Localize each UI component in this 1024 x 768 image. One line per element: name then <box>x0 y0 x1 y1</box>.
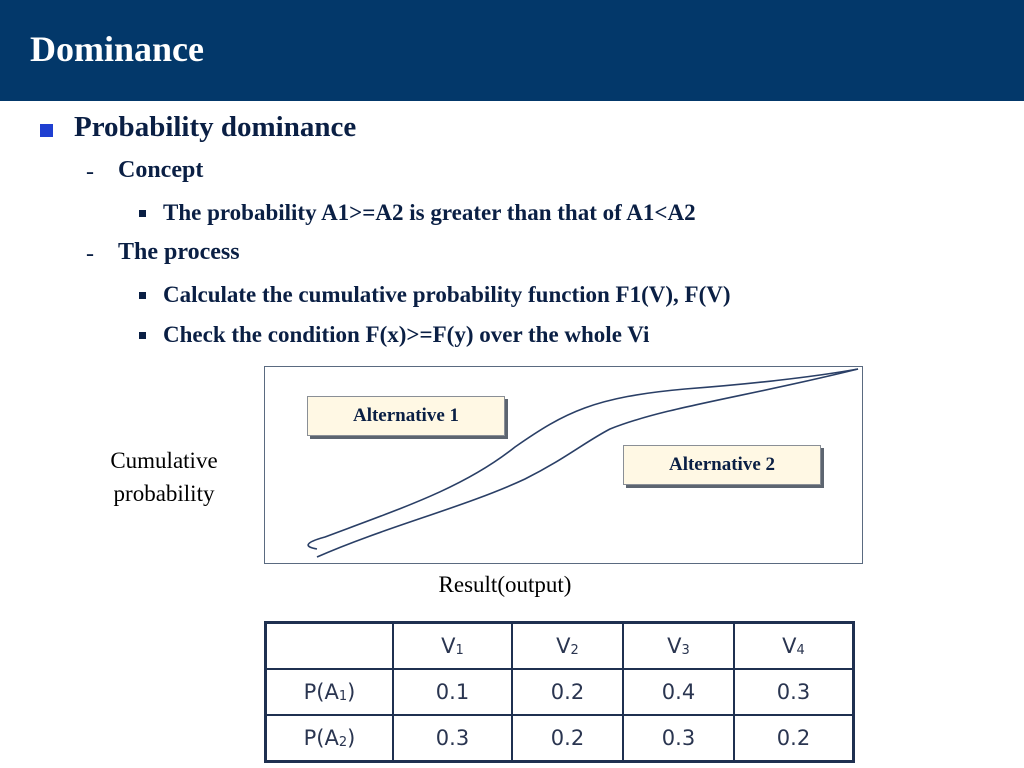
title-bar <box>0 0 1024 101</box>
square-bullet-icon <box>40 124 53 137</box>
process-bullet-1: Calculate the cumulative probability function F1(V), F(V) <box>163 282 731 307</box>
concept-label: Concept <box>118 157 204 183</box>
table-cell: 0.3 <box>393 715 512 762</box>
dash-bullet: - <box>86 159 94 185</box>
row-label-pa2: $P(A_2)$ <box>266 715 394 762</box>
process-bullet-2: Check the condition F(x)>=F(y) over the whole Vi <box>163 322 650 347</box>
header-cell-v2: $V_2$ <box>512 623 623 670</box>
table-cell: 0.2 <box>512 715 623 762</box>
square-bullet-icon <box>139 292 146 299</box>
table-row <box>266 669 854 715</box>
probability-table <box>264 621 855 763</box>
page-title: Dominance <box>30 29 204 69</box>
y-axis-label-line1: Cumulative <box>110 448 218 473</box>
table-cell: 0.4 <box>623 669 734 715</box>
alternative-1-label: Alternative 1 <box>307 396 505 436</box>
table-cell: 0.3 <box>734 669 854 715</box>
x-axis-label: Result(output) <box>438 572 572 597</box>
table-cell: 0.3 <box>623 715 734 762</box>
table-cell: 0.2 <box>734 715 854 762</box>
corner-cell <box>266 623 394 670</box>
y-axis-label-line2: probability <box>113 481 215 506</box>
square-bullet-icon <box>139 332 146 339</box>
row-label-pa1: $P(A_1)$ <box>266 669 394 715</box>
header-cell-v1: $V_1$ <box>393 623 512 670</box>
process-label: The process <box>118 239 240 265</box>
table-cell: 0.2 <box>512 669 623 715</box>
square-bullet-icon <box>139 210 146 217</box>
table-row <box>266 715 854 762</box>
section-heading: Probability dominance <box>74 111 357 143</box>
table-header-row <box>266 623 854 670</box>
dash-bullet: - <box>86 241 94 267</box>
header-cell-v3: $V_3$ <box>623 623 734 670</box>
alternative-2-label: Alternative 2 <box>623 445 821 485</box>
concept-bullet-1: The probability A1>=A2 is greater than that of A1<A2 <box>163 200 696 225</box>
table-cell: 0.1 <box>393 669 512 715</box>
header-cell-v4: $V_4$ <box>734 623 854 670</box>
y-axis-label <box>84 444 244 510</box>
